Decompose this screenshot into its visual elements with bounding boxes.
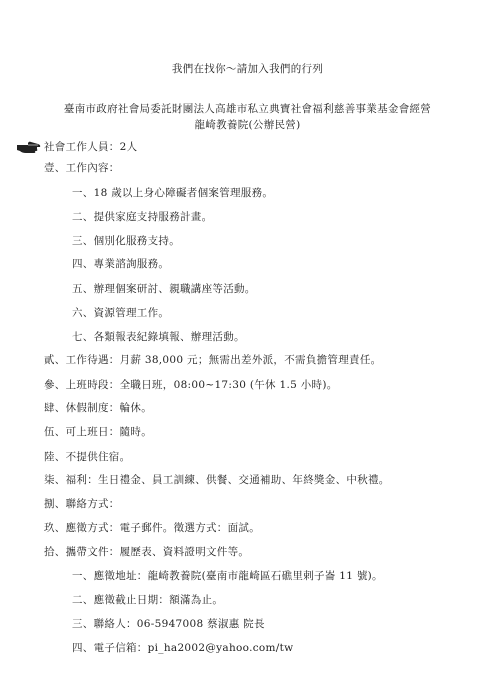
contact-person: 三、聯絡人：06-5947008 蔡淑惠 院長 [72,618,265,630]
job-position: 社會工作人員：2人 [44,141,138,153]
page-title: 我們在找你～請加入我們的行列 [171,63,324,75]
contact-address: 一、應徵地址：龍崎教養院(臺南市龍崎區石礁里剌子崙 11 號)。 [72,570,383,582]
section-7-benefits: 柒、福利：生日禮金、員工訓練、供餐、交通補助、年終獎金、中秋禮。 [44,474,390,486]
section-10-documents: 拾、攜帶文件：履歷表、資料證明文件等。 [44,546,250,558]
duty-item: 五、辦理個案研討、親職講座等活動。 [72,283,256,295]
section-3-hours: 參、上班時段：全職日班，08:00~17:30 (午休 1.5 小時)。 [44,379,338,391]
duty-item: 三、個別化服務支持。 [72,235,180,247]
section-1-heading: 壹、工作內容： [44,162,120,174]
organization-line-1: 臺南市政府社會局委託財團法人高雄市私立典寶社會福利慈善事業基金會經營 [63,103,432,115]
section-6-housing: 陸、不提供住宿。 [44,451,131,463]
section-9-application: 玖、應徵方式：電子郵件。徵選方式：面試。 [44,522,260,534]
duty-item: 七、各類報表紀錄填報、辦理活動。 [72,331,245,343]
contact-deadline: 二、應徵截止日期：額滿為止。 [72,594,224,606]
contact-email: 四、電子信箱：pi_ha2002@yahoo.com/tw [72,642,294,654]
organization-line-2: 龍崎教養院(公辦民營) [194,119,301,131]
section-4-leave: 肆、休假制度：輪休。 [44,402,152,414]
duty-item: 二、提供家庭支持服務計畫。 [72,211,213,223]
section-8-contact-heading: 捌、聯絡方式： [44,498,120,510]
duty-item: 四、專業諮詢服務。 [72,258,170,270]
pointing-hand-icon [16,139,42,155]
duty-item: 一、18 歲以上身心障礙者個案管理服務。 [72,187,274,199]
section-5-start-date: 伍、可上班日：隨時。 [44,426,152,438]
section-2-salary: 貳、工作待遇：月薪 38,000 元；無需出差外派，不需負擔管理責任。 [44,354,382,366]
duty-item: 六、資源管理工作。 [72,307,170,319]
